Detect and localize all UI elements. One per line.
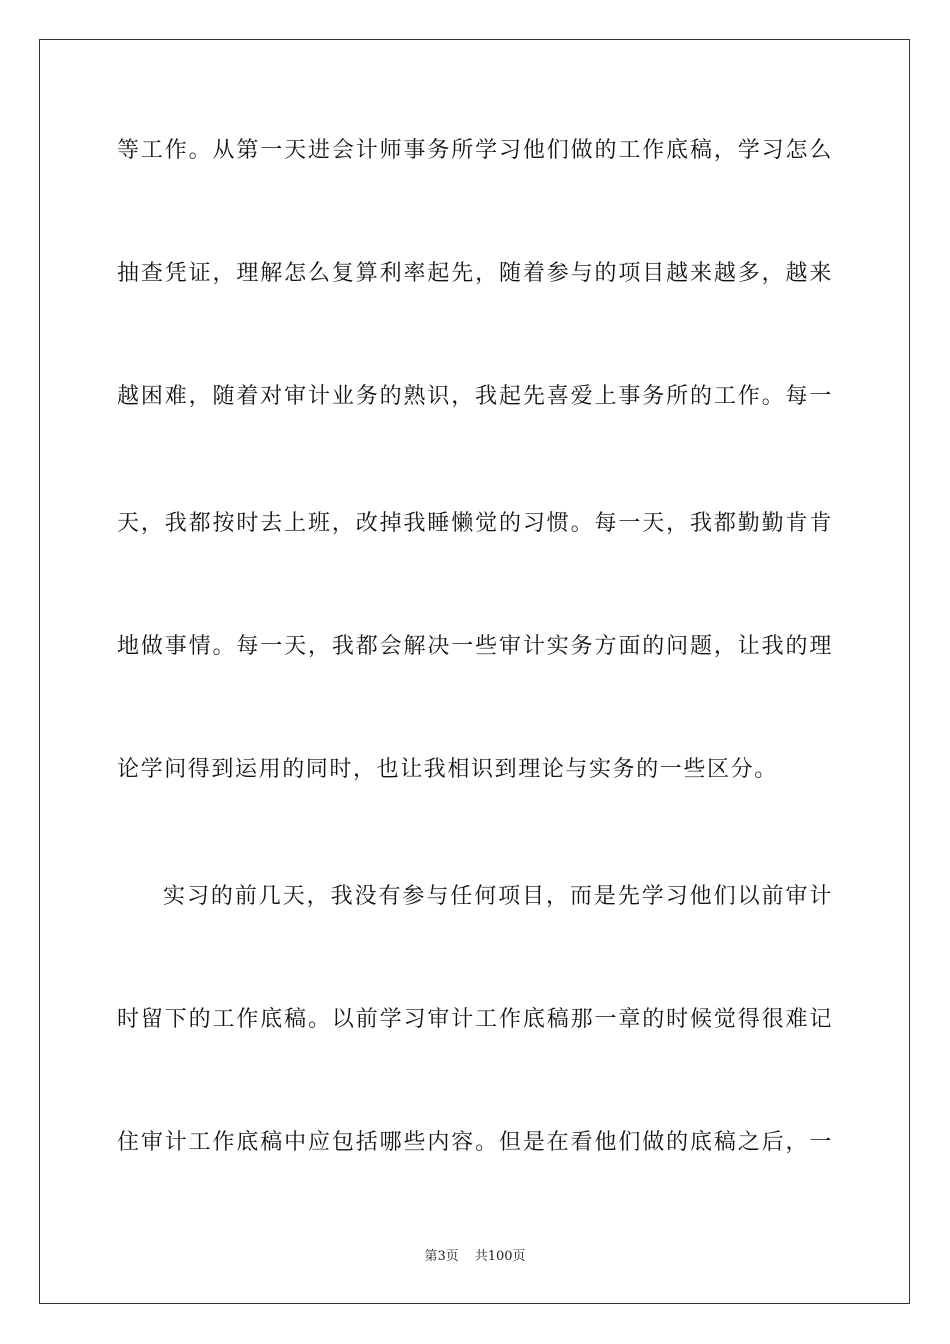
paragraph-line: 论学问得到运用的同时，也让我相识到理论与实务的一些区分。 [117,757,778,782]
paragraph-line: 抽查凭证，理解怎么复算利率起先，随着参与的项目越来越多，越来 [117,261,833,286]
page-border [39,39,910,1304]
page-footer [0,1248,950,1266]
paragraph-line: 住审计工作底稿中应包括哪些内容。但是在看他们做的底稿之后，一 [117,1130,833,1155]
paragraph-line: 时留下的工作底稿。以前学习审计工作底稿那一章的时候觉得很难记 [117,1007,833,1032]
paragraph-line: 天，我都按时去上班，改掉我睡懒觉的习惯。每一天，我都勤勤肯肯 [117,511,833,536]
paragraph-line: 等工作。从第一天进会计师事务所学习他们做的工作底稿，学习怎么 [117,138,833,163]
paragraph-line: 越困难，随着对审计业务的熟识，我起先喜爱上事务所的工作。每一 [117,384,833,409]
paragraph-line: 地做事情。每一天，我都会解决一些审计实务方面的问题，让我的理 [117,634,833,659]
paragraph-line: 实习的前几天，我没有参与任何项目，而是先学习他们以前审计 [163,884,833,909]
page-number: 第3页 [424,1249,459,1264]
page-total: 共100页 [474,1249,526,1264]
